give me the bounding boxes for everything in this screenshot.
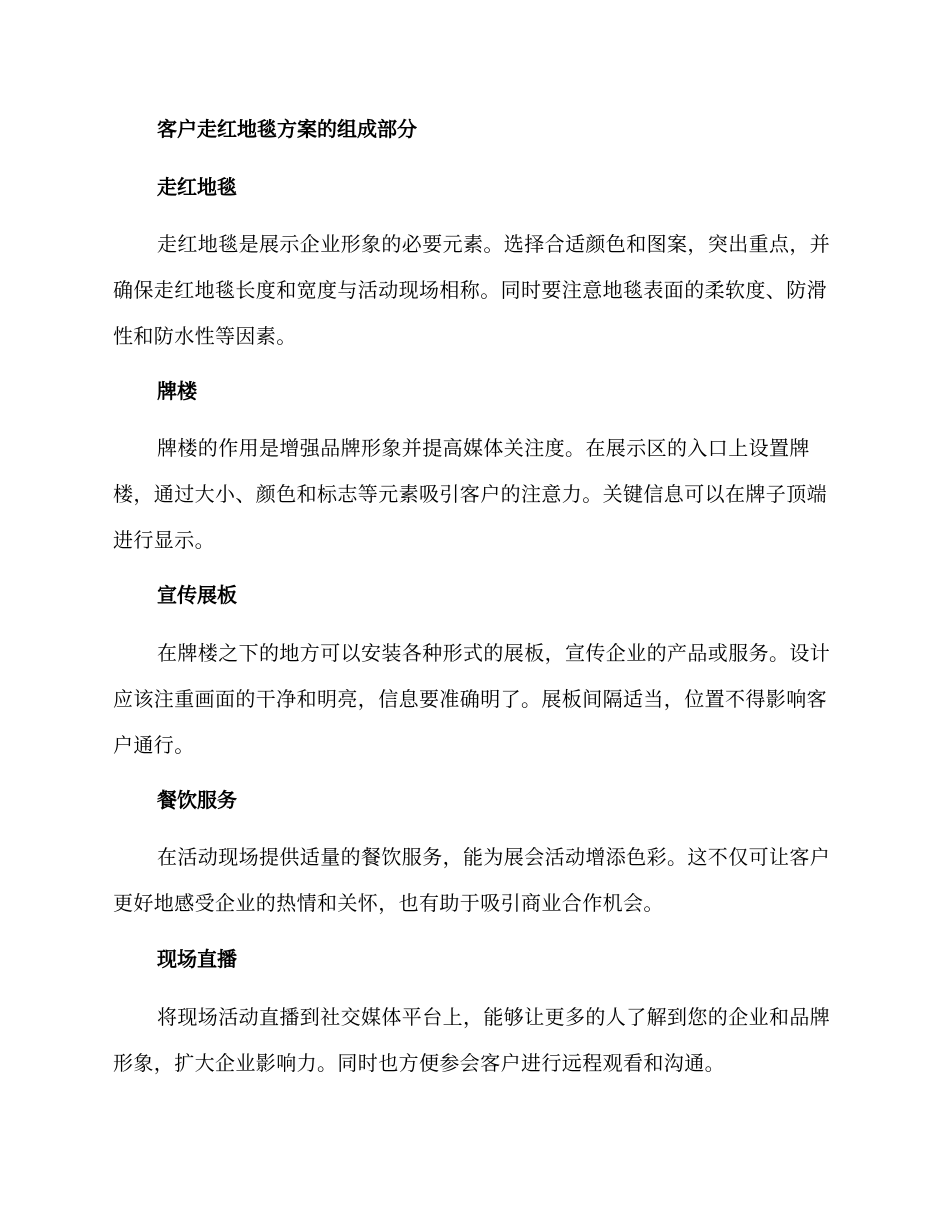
section-paragraph-display-boards: 在牌楼之下的地方可以安装各种形式的展板，宣传企业的产品或服务。设计应该注重画面的干净和明亮，信息要准确明了。展板间隔适当，位置不得影响客户通行。 [113, 641, 831, 757]
section-paragraph-archway: 牌楼的作用是增强品牌形象并提高媒体关注度。在展示区的入口上设置牌楼，通过大小、颜色和标志等元素吸引客户的注意力。关键信息可以在牌子顶端进行显示。 [113, 436, 827, 552]
section-heading-display-boards: 宣传展板 [157, 583, 237, 607]
section-heading-catering: 餐饮服务 [157, 788, 237, 812]
section-heading-red-carpet: 走红地毯 [157, 175, 237, 199]
section-heading-live-stream: 现场直播 [157, 947, 237, 971]
section-paragraph-catering: 在活动现场提供适量的餐饮服务，能为展会活动增添色彩。这不仅可让客户更好地感受企业的热情和关怀，也有助于吸引商业合作机会。 [113, 845, 831, 915]
document-title: 客户走红地毯方案的组成部分 [157, 117, 417, 141]
section-paragraph-red-carpet: 走红地毯是展示企业形象的必要元素。选择合适颜色和图案，突出重点，并确保走红地毯长度和宽度与活动现场相称。同时要注意地毯表面的柔软度、防滑性和防水性等因素。 [113, 232, 831, 348]
section-heading-archway: 牌楼 [157, 379, 197, 403]
section-paragraph-live-stream: 将现场活动直播到社交媒体平台上，能够让更多的人了解到您的企业和品牌形象，扩大企业影响力。同时也方便参会客户进行远程观看和沟通。 [113, 1005, 831, 1075]
